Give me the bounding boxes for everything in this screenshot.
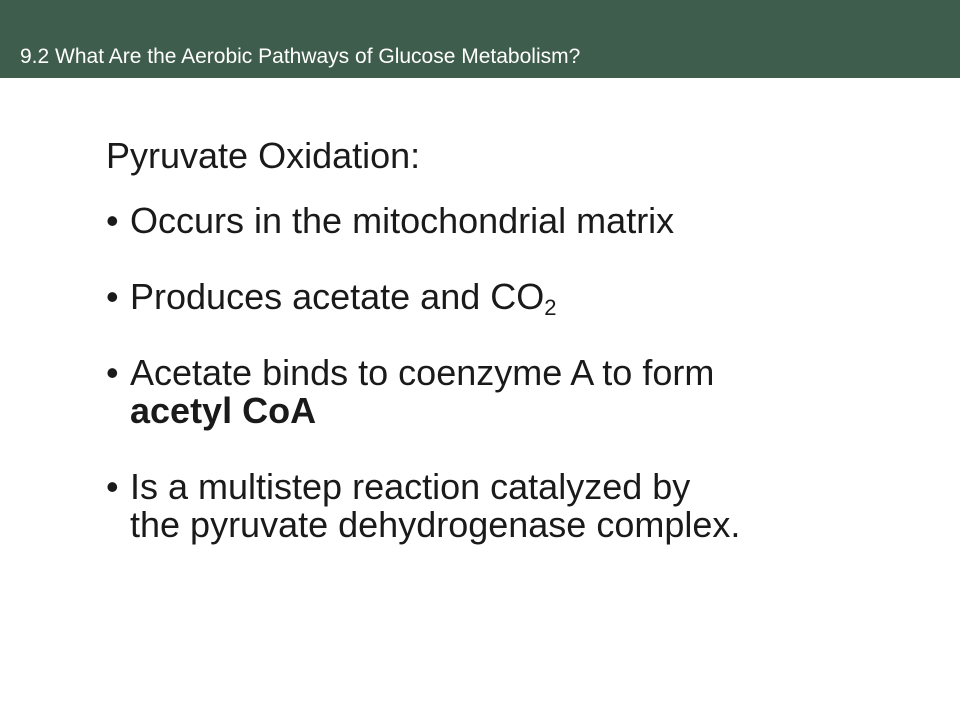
bullet-subscript: 2 bbox=[544, 295, 557, 320]
slide-body bbox=[106, 132, 906, 582]
bullet-marker: • bbox=[106, 276, 119, 317]
bullet-item bbox=[106, 468, 906, 544]
bullet-text: Occurs in the mitochondrial matrix bbox=[130, 200, 675, 241]
bullet-item bbox=[106, 202, 906, 240]
bullet-item bbox=[106, 354, 906, 430]
bullet-list bbox=[106, 202, 906, 544]
bullet-text: Is a multistep reaction catalyzed by bbox=[130, 466, 691, 507]
bullet-item bbox=[106, 276, 906, 320]
bullet-marker: • bbox=[106, 200, 119, 241]
bullet-continuation: the pyruvate dehydrogenase complex. bbox=[130, 504, 741, 545]
bullet-text: Acetate binds to coenzyme A to form bbox=[130, 352, 715, 393]
header-bar bbox=[0, 0, 960, 78]
bullet-marker: • bbox=[106, 466, 119, 507]
slide-section-title: 9.2 What Are the Aerobic Pathways of Glucose Metabolism? bbox=[20, 45, 581, 68]
bullet-marker: • bbox=[106, 352, 119, 393]
bullet-text: Produces acetate and CO bbox=[130, 276, 545, 317]
bullet-bold-term: acetyl CoA bbox=[130, 390, 317, 431]
slide-heading: Pyruvate Oxidation: bbox=[106, 135, 421, 176]
